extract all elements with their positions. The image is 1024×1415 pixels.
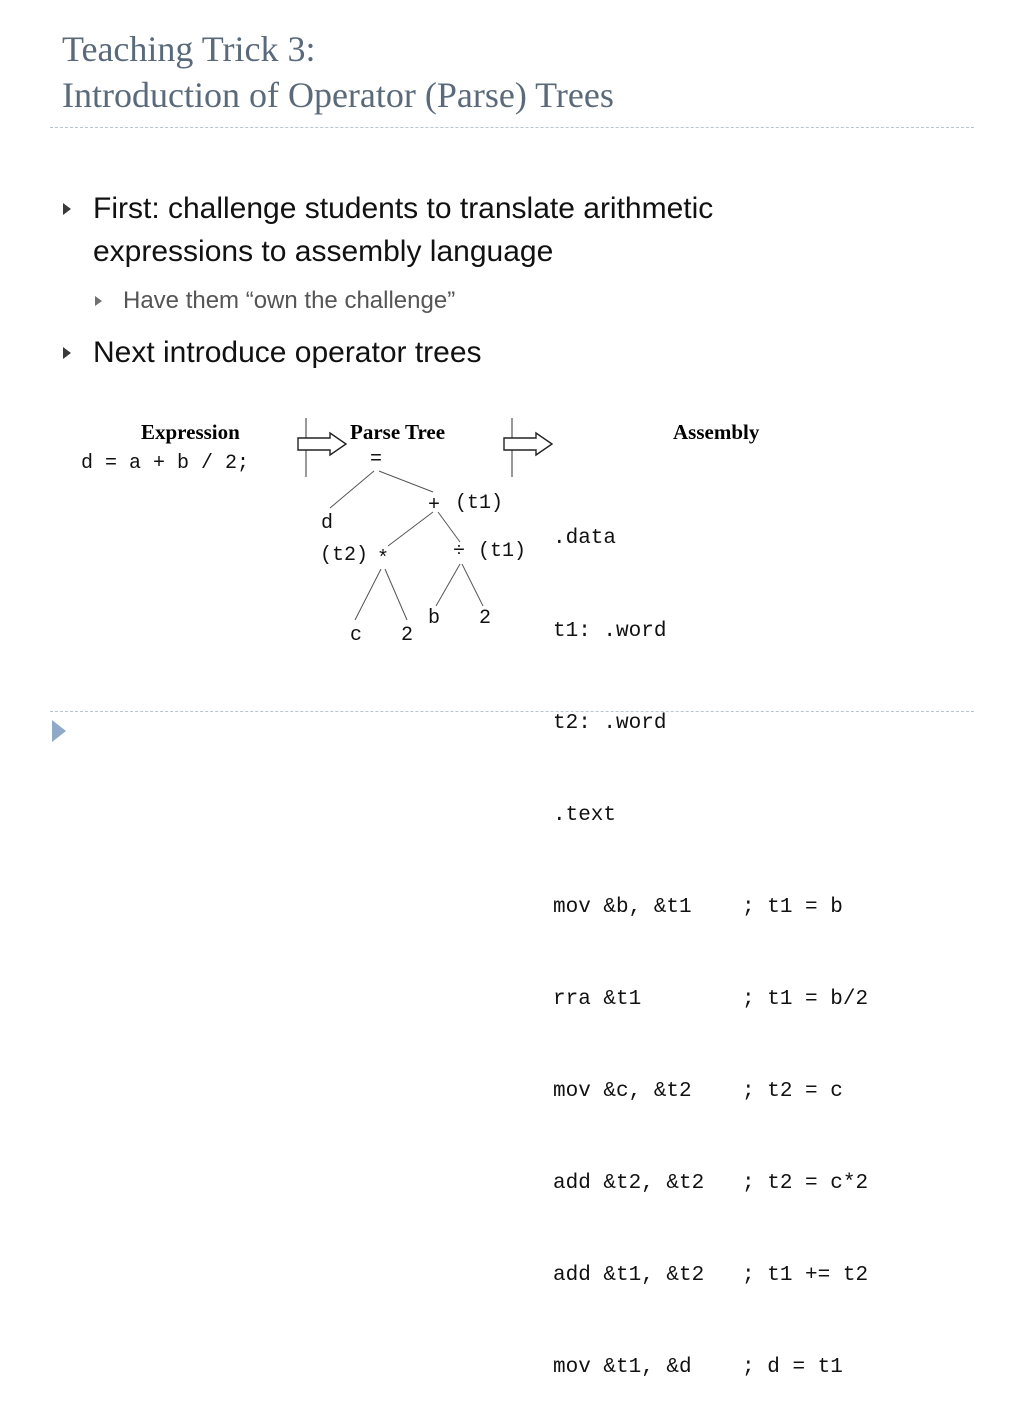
assembly-line: t2: .word <box>553 711 667 735</box>
assembly-code <box>553 463 868 1415</box>
tree-node-2a: 2 <box>401 624 414 647</box>
bullet-2: Next introduce operator trees <box>93 336 482 369</box>
tree-edge <box>388 512 433 546</box>
nav-triangle-icon[interactable] <box>52 720 66 742</box>
tree-node-d: d <box>321 512 334 535</box>
assembly-line: mov &c, &t2 ; t2 = c <box>553 1079 843 1103</box>
tree-node-div: ÷ <box>453 540 466 563</box>
bullet-1-line-1: First: challenge students to translate arithmetic <box>93 192 714 225</box>
tree-edge <box>438 512 460 542</box>
bullet-1-line-2: expressions to assembly language <box>93 235 554 268</box>
sub-bullet-1: Have them “own the challenge” <box>123 287 456 314</box>
tree-edge <box>355 569 381 620</box>
title-line-2: Introduction of Operator (Parse) Trees <box>62 75 614 115</box>
tree-edge <box>385 569 407 620</box>
tree-tag-t1-div: (t1) <box>478 540 527 563</box>
title-line-1: Teaching Trick 3: <box>62 29 316 69</box>
parse-tree-header: Parse Tree <box>350 420 446 444</box>
tree-tag-t1: (t1) <box>455 492 504 515</box>
tree-node-c: c <box>350 624 363 647</box>
expression-text: d = a + b / 2; <box>81 452 250 475</box>
assembly-line: .text <box>553 803 617 827</box>
tree-edge <box>462 564 483 606</box>
assembly-line: .data <box>553 527 617 551</box>
footer-divider <box>50 711 974 712</box>
tree-edge <box>379 471 433 492</box>
tree-node-star: * <box>377 548 390 571</box>
assembly-header: Assembly <box>673 420 760 444</box>
tree-node-root: = <box>370 448 383 471</box>
arrow-right-icon <box>504 433 552 455</box>
tree-node-2b: 2 <box>479 607 492 630</box>
assembly-line: add &t1, &t2 ; t1 += t2 <box>553 1264 869 1288</box>
tree-tag-t2: (t2) <box>320 544 369 567</box>
tree-node-b: b <box>428 607 441 630</box>
assembly-line: add &t2, &t2 ; t2 = c*2 <box>553 1172 869 1196</box>
tree-node-plus: + <box>428 494 441 517</box>
expression-header: Expression <box>141 420 240 444</box>
arrow-right-icon <box>298 433 346 455</box>
tree-edge <box>436 564 460 606</box>
assembly-line: t1: .word <box>553 619 667 643</box>
assembly-line: mov &t1, &d ; d = t1 <box>553 1356 843 1380</box>
assembly-line: rra &t1 ; t1 = b/2 <box>553 987 869 1011</box>
tree-edge <box>330 471 374 508</box>
assembly-line: mov &b, &t1 ; t1 = b <box>553 895 843 919</box>
